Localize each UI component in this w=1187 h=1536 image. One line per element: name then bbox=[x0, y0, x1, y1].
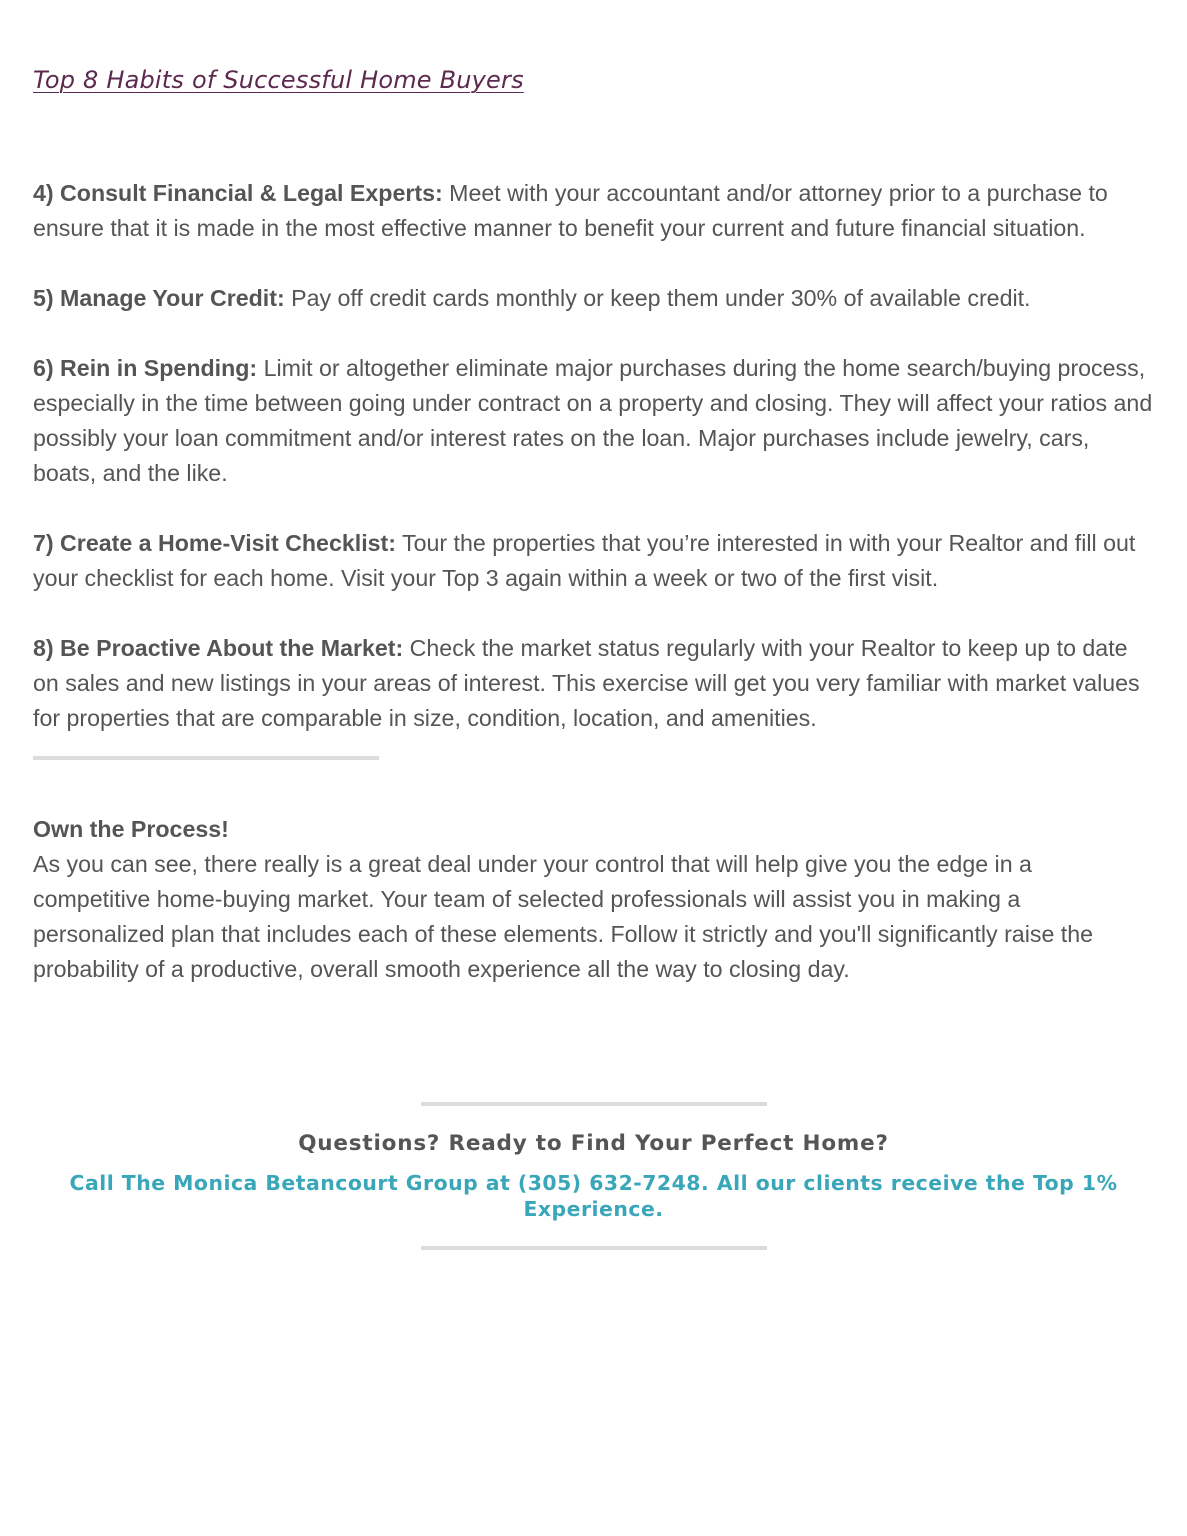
habit-5 bbox=[33, 281, 1153, 316]
closing-section bbox=[33, 812, 1153, 987]
habit-8 bbox=[33, 631, 1153, 736]
closing-body: As you can see, there really is a great deal under your control that will help give you the edge in a competitive home-buying market. Your team of selected professionals will assist you in making a personalized plan that includes each of these elements. Follow it strictly and you'll significantly raise the probability of a productive, overall smooth experience all the way to closing day. bbox=[33, 851, 1094, 982]
cta-divider-top bbox=[421, 1102, 767, 1106]
habit-title: 4) Consult Financial & Legal Experts: bbox=[33, 180, 443, 206]
habit-text: Pay off credit cards monthly or keep them under 30% of available credit. bbox=[284, 285, 1031, 311]
habit-text: Limit or altogether eliminate major purchases during the home search/buying process, especially in the time between going under contract on a property and closing. They will affect your ratios and possibly your loan commitment and/or interest rates on the loan. Major purchases include jewelry, cars, boats, and the like. bbox=[33, 355, 1153, 486]
habit-text: Meet with your accountant and/or attorney prior to a purchase to ensure that it is made in the most effective manner to benefit your current and future financial situation. bbox=[33, 180, 1108, 241]
habit-6 bbox=[33, 351, 1153, 491]
call-to-action bbox=[0, 1102, 1187, 1250]
section-divider bbox=[33, 756, 379, 760]
cta-contact-line: Call The Monica Betancourt Group at (305) 632-7248. All our clients receive the Top 1% Experience. bbox=[69, 1171, 1118, 1221]
habit-title: 8) Be Proactive About the Market: bbox=[33, 635, 404, 661]
habit-text: Tour the properties that you’re interested in with your Realtor and fill out your checklist for each home. Visit your Top 3 again within a week or two of the first visit. bbox=[33, 530, 1136, 591]
habit-title: 6) Rein in Spending: bbox=[33, 355, 258, 381]
habit-title: 5) Manage Your Credit: bbox=[33, 285, 285, 311]
cta-question: Questions? Ready to Find Your Perfect Home? bbox=[298, 1131, 889, 1156]
habit-4 bbox=[33, 176, 1153, 246]
document-body bbox=[33, 176, 1153, 987]
habit-title: 7) Create a Home-Visit Checklist: bbox=[33, 530, 396, 556]
habit-7 bbox=[33, 526, 1153, 596]
page-title: Top 8 Habits of Successful Home Buyers bbox=[33, 66, 524, 94]
cta-divider-bottom bbox=[421, 1246, 767, 1250]
habit-text: Check the market status regularly with your Realtor to keep up to date on sales and new listings in your areas of interest. This exercise will get you very familiar with market values for properties that are comparable in size, condition, location, and amenities. bbox=[33, 635, 1140, 731]
closing-title: Own the Process! bbox=[33, 816, 229, 842]
